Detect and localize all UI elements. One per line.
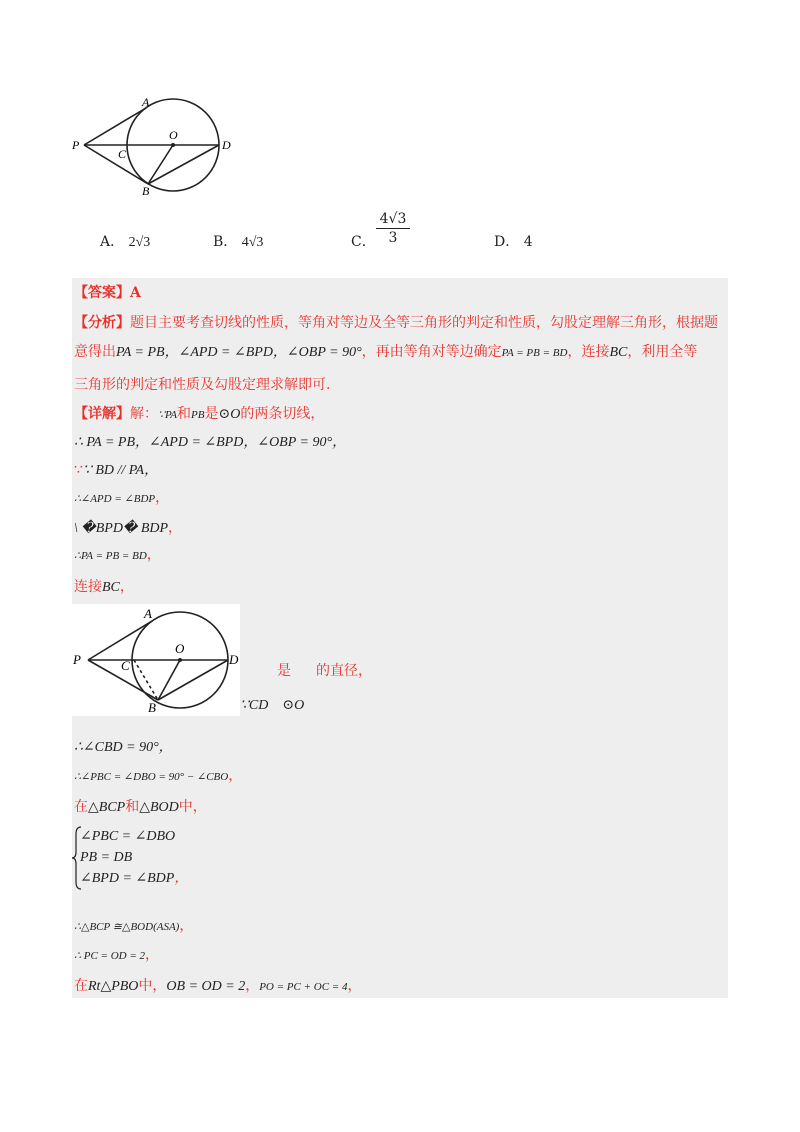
analysis-math-3: BC: [609, 345, 628, 360]
label-o: O: [169, 128, 178, 142]
analysis-text-2b: ，再由等角对等边确定: [361, 344, 502, 360]
step-3: [74, 488, 169, 509]
step-5-tail: ，: [146, 547, 161, 563]
step-10: [74, 797, 207, 818]
step-9: [74, 766, 242, 787]
option-a-value: 2√3: [128, 235, 151, 250]
analysis-text-3: 三角形的判定和性质及勾股定理求解即可.: [74, 377, 331, 393]
brace-line-3-row: [80, 868, 188, 889]
step-5: [74, 545, 161, 566]
step-12: [74, 945, 159, 966]
step-10-c: 中，: [178, 799, 207, 815]
step-11-tail: ，: [179, 918, 194, 934]
analysis-math-2: PA = PB = BD: [501, 347, 568, 359]
option-c-denominator: 3: [388, 230, 398, 246]
answer-value: A: [130, 285, 141, 301]
answer-label: 【答案】: [74, 285, 130, 301]
detail-intro-c: 是: [204, 406, 219, 422]
step-13-a: 在: [74, 978, 88, 994]
detail-intro-math-2: PB: [191, 409, 205, 421]
step-6-math: BC: [102, 580, 120, 595]
step-13: [74, 976, 361, 997]
step-13-b: 中，: [138, 978, 167, 994]
detail-intro-b: 和: [177, 406, 192, 422]
step-13-math-3: PO = PC + OC = 4: [259, 981, 348, 993]
step-7-math: ∵CD ⊙O: [240, 698, 305, 713]
brace-system: [80, 826, 188, 889]
analysis-line-3: [74, 375, 330, 395]
step-3-tail: ，: [155, 490, 170, 506]
step-10-math-1: △BCP: [88, 800, 126, 815]
analysis-math-1: PA = PB，∠APD = ∠BPD，∠OBP = 90°: [116, 345, 362, 360]
option-c-fraction: [376, 210, 410, 247]
option-b-value: 4√3: [241, 235, 264, 250]
step-11: [74, 916, 193, 937]
step-11-text: ∴△BCP ≅△BOD(ASA): [74, 921, 180, 933]
step-13-math-1: Rt△PBO: [88, 979, 139, 994]
step-2-text: ∵ BD // PA，: [82, 463, 159, 478]
analysis-text-2c: ，连接: [567, 344, 610, 360]
option-b: [213, 231, 263, 251]
step-13-math-2: OB = OD = 2: [166, 979, 246, 994]
label-p: P: [72, 138, 80, 152]
detail-intro: [74, 404, 324, 425]
analysis-text-1: 题目主要考查切线的性质，等角对等边及全等三角形的判定和性质，勾股定理解三角形，根据题: [130, 315, 718, 331]
option-b-label: B．: [213, 234, 238, 250]
geometry-figure-top: [70, 90, 250, 200]
step-13-c: ，: [245, 978, 260, 994]
option-a: [100, 231, 150, 251]
step-2: ∵∵ BD // PA，: [74, 463, 159, 478]
step-6-a: 连接: [74, 579, 102, 595]
geometry-figure-detail: [72, 604, 240, 716]
option-c-numerator: 4√3: [376, 210, 410, 229]
step-3-text: ∴∠APD = ∠BDP: [74, 493, 156, 505]
option-d: [494, 231, 533, 251]
step-4: [74, 518, 182, 539]
option-c-label: C．: [351, 234, 376, 250]
option-c: [351, 231, 376, 251]
step-9-text: ∴∠PBC = ∠DBO = 90° − ∠CBO: [74, 771, 229, 783]
step-4-text: \ �BPD� BDP: [74, 521, 169, 536]
step-10-b: 和: [125, 799, 140, 815]
option-d-label: D．: [494, 234, 520, 250]
step-6: [74, 577, 134, 598]
analysis-line-2: [74, 342, 697, 363]
option-d-value: 4: [523, 234, 533, 250]
brace-line-3: ∠BPD = ∠BDP: [80, 871, 175, 886]
detail-intro-math-3: ⊙O: [218, 407, 241, 422]
step-7-a: 是: [277, 663, 291, 679]
step-4-tail: ，: [168, 520, 183, 536]
brace-line-2: PB = DB: [80, 850, 133, 865]
label-d: D: [222, 138, 231, 152]
label-a: A: [142, 95, 150, 109]
step-5-text: ∴PA = PB = BD: [74, 550, 147, 562]
label-a-2: A: [144, 606, 152, 621]
step-12-text: ∴ PC = OD = 2: [74, 950, 146, 962]
detail-intro-math-1: ∵PA: [158, 409, 178, 421]
label-p-2: P: [73, 652, 81, 667]
analysis-label: 【分析】: [74, 315, 130, 331]
option-a-label: A．: [100, 234, 125, 250]
analysis-text-2a: 意得出: [74, 344, 116, 360]
detail-intro-a: 解：: [130, 406, 158, 422]
step-13-d: ，: [347, 978, 362, 994]
brace-line-1: ∠PBC = ∠DBO: [80, 829, 176, 844]
step-9-tail: ，: [228, 768, 243, 784]
step-10-math-2: △BOD: [139, 800, 179, 815]
step-7-b: 的直径，: [316, 663, 372, 679]
label-d-2: D: [229, 652, 239, 667]
label-c: C: [118, 147, 127, 161]
step-6-b: ，: [119, 579, 134, 595]
analysis-text-2d: ，利用全等: [627, 344, 698, 360]
step-12-tail: ，: [145, 947, 160, 963]
analysis-line-1: [74, 313, 718, 333]
step-8: ∴∠CBD = 90°，: [74, 740, 173, 755]
detail-label: 【详解】: [74, 406, 130, 422]
detail-intro-d: 的两条切线，: [240, 406, 325, 422]
step-10-a: 在: [74, 799, 88, 815]
answer-line: [74, 283, 141, 303]
brace-tail: ，: [174, 871, 189, 886]
label-b-2: B: [148, 700, 156, 715]
step-1: ∴ PA = PB，∠APD = ∠BPD，∠OBP = 90°，: [74, 435, 347, 450]
label-c-2: C: [121, 658, 130, 673]
label-o-2: O: [175, 641, 185, 656]
label-b: B: [142, 184, 150, 198]
